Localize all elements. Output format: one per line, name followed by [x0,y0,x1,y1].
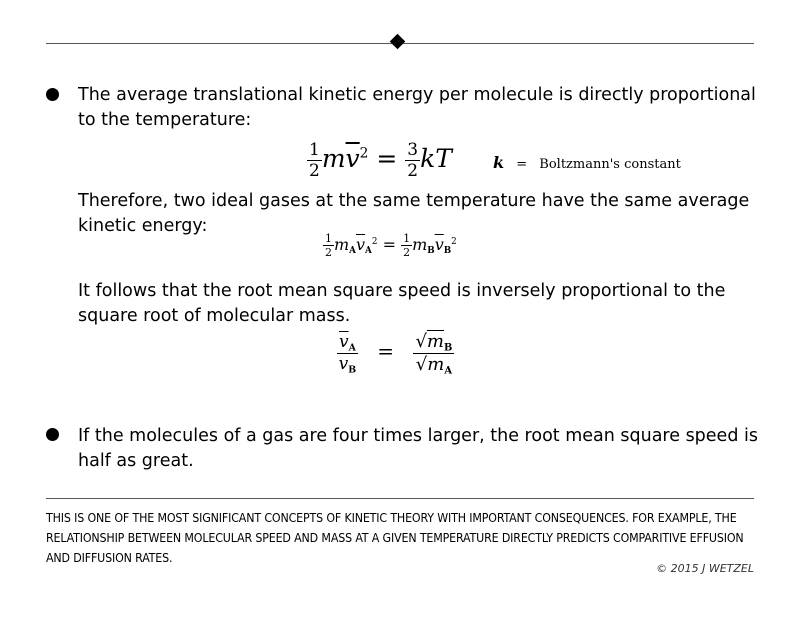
bullet-text-1: The average translational kinetic energy per molecule is directly proportional to the temperature: [78,85,756,130]
paragraph-therefore: Therefore, two ideal gases at the same temperature have the same average kinetic energy: [78,191,750,236]
equation-equal-kinetic-energy: $\frac{1}{2}$ $mA\overline{v}A^2$ = $\frac{1}{2}$ $mB\overline{v}B^2$ [325,232,457,259]
boltzmann-definition: k = Boltzmann's constant [493,153,681,172]
paragraph-follows: It follows that the root mean square speed is inversely proportional to the square root of molecular mass. [78,281,726,326]
note-divider [46,498,754,499]
copyright: © 2015 J WETZEL [656,562,754,575]
equation-kinetic-energy: $\frac{1}{2}$ $m\overline{v}^2$ = $\frac{3}{2}$ kT [309,140,452,181]
bullet-icon [46,428,59,441]
bullet-icon [46,88,59,101]
diamond-ornament-icon [390,34,406,50]
equation-rms-speed-ratio: $\frac{\overline{v}A}{\overline{v}B}$ = $\frac{√mB}{√mA}$ [338,331,453,377]
footnote: THIS IS ONE OF THE MOST SIGNIFICANT CONCEPTS OF KINETIC THEORY WITH IMPORTANT CONSEQUENCES. FOR EXAMPLE, THE RELATIONSHIP BETWEEN MOLECULAR SPEED AND MASS AT A GIVEN TEMPERATURE DIRECTLY PREDICTS COMPARITIVE EFFUSION AND DIFFUSION RATES. [46,511,744,565]
bullet-text-2: If the molecules of a gas are four times larger, the root mean square speed is half as great. [78,426,758,471]
